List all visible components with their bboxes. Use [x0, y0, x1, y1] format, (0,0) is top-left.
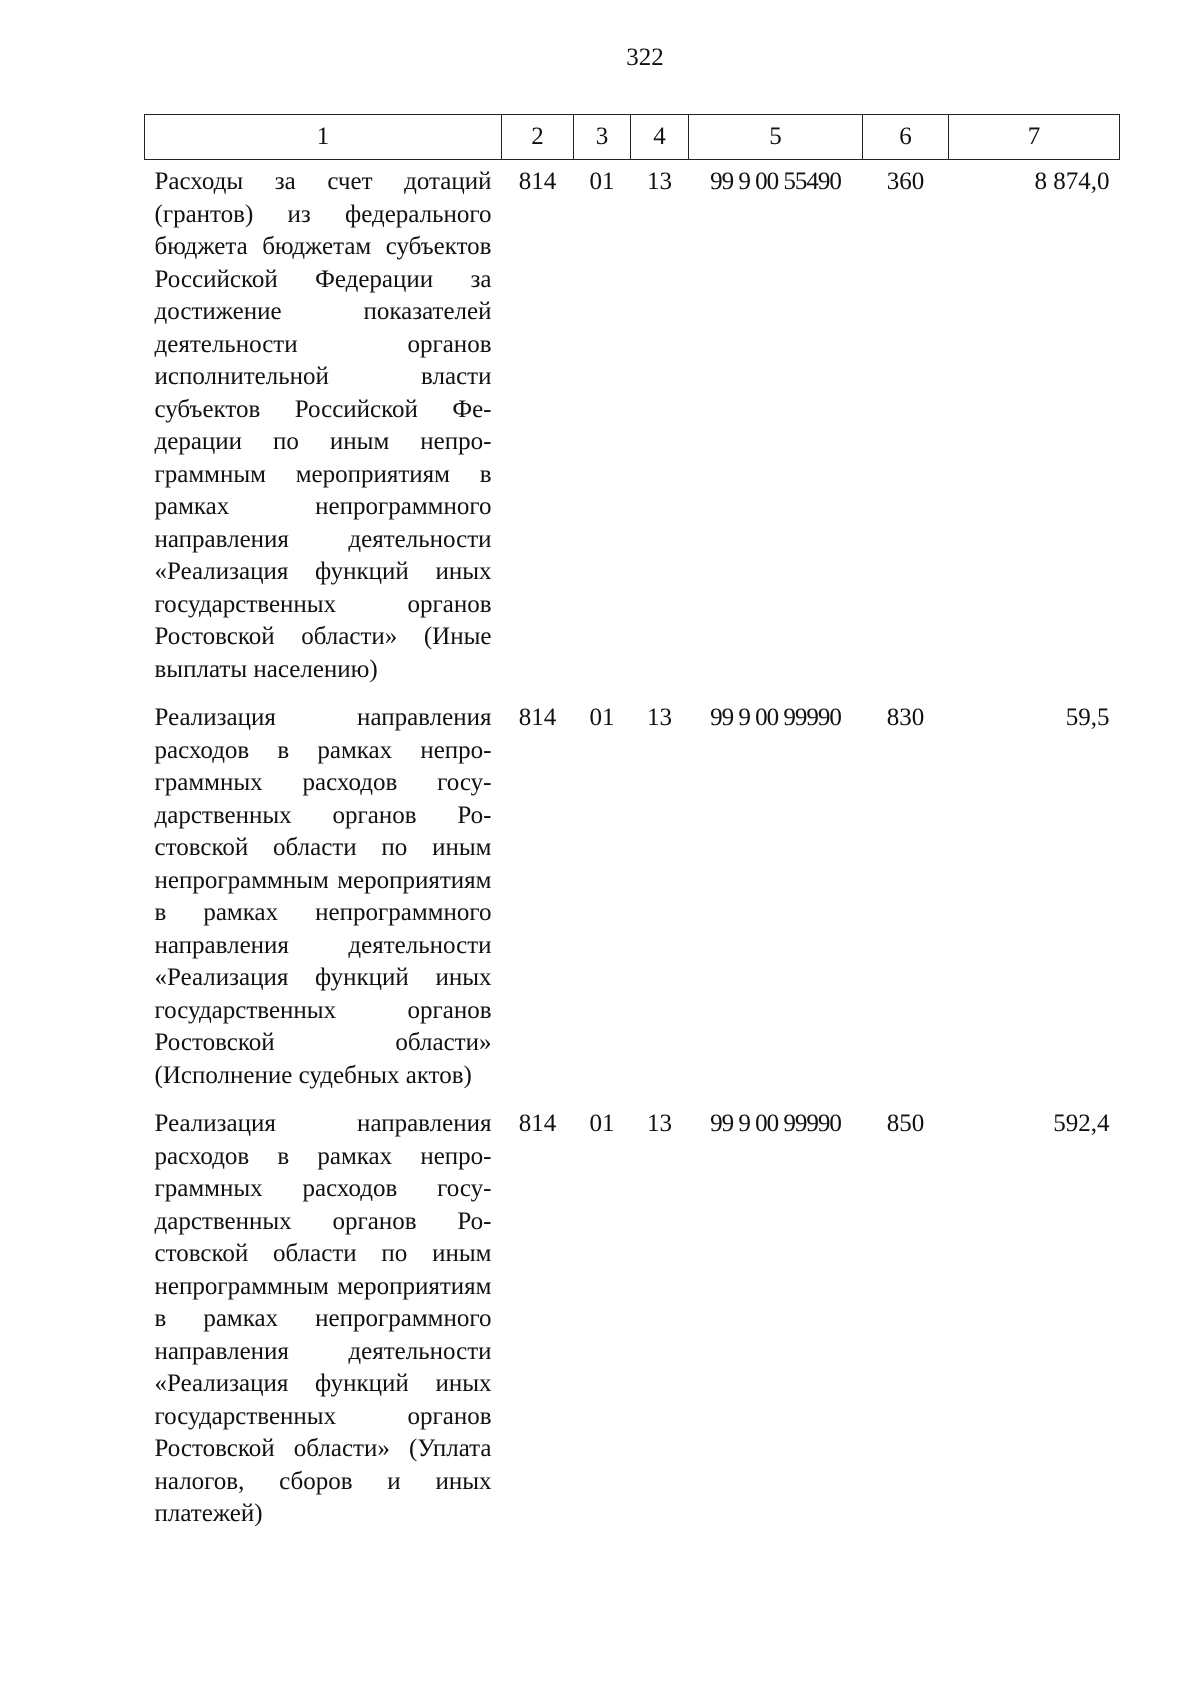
row-expense-type: 830 [886, 704, 925, 731]
row-target-article: 99 9 00 55490 [710, 168, 841, 195]
row-ministry-code: 814 [518, 1110, 557, 1137]
table-row [145, 160, 1120, 697]
row-target-article: 99 9 00 99990 [710, 704, 841, 731]
row-subsection-code: 13 [647, 1110, 672, 1137]
row-expense-type: 850 [886, 1110, 925, 1137]
row-section-code: 01 [589, 704, 615, 731]
column-header-3: 3 [574, 115, 631, 160]
row-section-code: 01 [589, 1110, 615, 1137]
column-header-4: 4 [631, 115, 689, 160]
row-subsection-code: 13 [647, 168, 672, 195]
row-target-article: 99 9 00 99990 [710, 1110, 841, 1137]
row-subsection-code: 13 [647, 704, 672, 731]
row-expense-type: 360 [886, 168, 925, 195]
table-body [145, 160, 1120, 1541]
table-row [145, 696, 1120, 1102]
column-header-1: 1 [145, 115, 502, 160]
row-amount: 8 874,0 [1034, 168, 1110, 195]
row-description: Реализация направления расходов в рамках непрограммных расходов государственных органов Ростовской области по иным непрограммным мероприятиям в рамках непрограммного направления деятельности «Реализация функций иных государственных органов Ростовской области» (Уплата налогов, сборов и иных платежей) [154, 1110, 492, 1527]
row-amount: 59,5 [1065, 704, 1110, 731]
column-header-5: 5 [689, 115, 863, 160]
page-number: 322 [626, 44, 664, 71]
column-header-2: 2 [502, 115, 574, 160]
table-row [145, 1102, 1120, 1541]
row-amount: 592,4 [1053, 1110, 1110, 1137]
row-ministry-code: 814 [518, 704, 557, 731]
row-description: Расходы за счет дотаций (грантов) из федерального бюджета бюджетам субъектов Российской Федерации за достижение показателей деятельности органов исполнительной власти субъектов Российской Федерации по иным непрограммным мероприятиям в рамках непрограммного направления деятельности «Реализация функций иных государственных органов Ростовской области» (Иные выплаты населению) [154, 168, 492, 683]
header-row [145, 115, 1120, 160]
column-header-7: 7 [949, 115, 1120, 160]
table-header [145, 115, 1120, 160]
row-description: Реализация направления расходов в рамках непрограммных расходов государственных органов Ростовской области по иным непрограммным мероприятиям в рамках непрограммного направления деятельности «Реализация функций иных государственных органов Ростовской области» (Исполнение судебных актов) [154, 704, 492, 1089]
row-section-code: 01 [589, 168, 615, 195]
row-ministry-code: 814 [518, 168, 557, 195]
column-header-6: 6 [863, 115, 949, 160]
budget-table [144, 114, 1120, 1541]
